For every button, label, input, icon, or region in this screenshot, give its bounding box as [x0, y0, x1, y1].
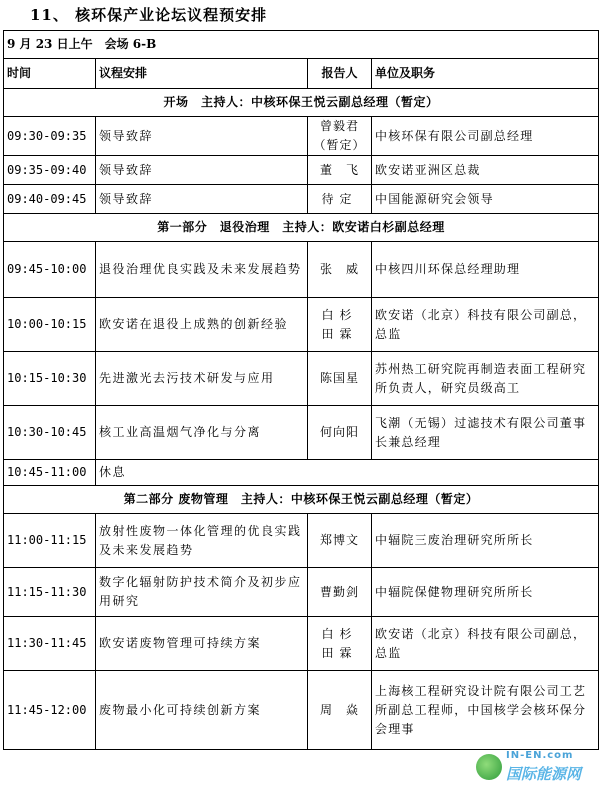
- row-time: 09:40-09:45: [4, 185, 96, 214]
- row-topic: 领导致辞: [96, 117, 308, 156]
- row-speaker: [308, 671, 372, 750]
- row-topic: 先进激光去污技术研发与应用: [96, 352, 308, 406]
- agenda-row: [4, 460, 599, 486]
- row-topic: 休息: [96, 460, 599, 486]
- header-topic: 议程安排: [96, 59, 308, 89]
- row-organization: 上海核工程研究设计院有限公司工艺所副总工程师，中国核学会核环保分会理事: [372, 671, 599, 750]
- row-time: 10:15-10:30: [4, 352, 96, 406]
- row-speaker: [308, 242, 372, 298]
- agenda-row: [4, 298, 599, 352]
- speaker-line: 陈国星: [319, 371, 359, 385]
- speaker-line: 白杉: [321, 307, 358, 322]
- row-organization: 欧安诺亚洲区总裁: [372, 156, 599, 185]
- row-topic: 数字化辐射防护技术简介及初步应用研究: [96, 568, 308, 617]
- row-time: 09:35-09:40: [4, 156, 96, 185]
- agenda-row: [4, 568, 599, 617]
- row-time: 09:45-10:00: [4, 242, 96, 298]
- speaker-line: 曹勤剑: [319, 584, 359, 599]
- row-topic: 核工业高温烟气净化与分离: [96, 406, 308, 460]
- agenda-row: [4, 242, 599, 298]
- row-organization: 中国能源研究会领导: [372, 185, 599, 214]
- row-organization: 中辐院三废治理研究所所长: [372, 514, 599, 568]
- header-row: [4, 59, 599, 89]
- row-topic: 领导致辞: [96, 156, 308, 185]
- agenda-table: [3, 30, 599, 750]
- section-header-row: [4, 486, 599, 514]
- row-speaker: [308, 617, 372, 671]
- section-title: 第二部分 废物管理 主持人：中核环保王悦云副总经理（暂定）: [4, 486, 599, 514]
- row-time: 10:45-11:00: [4, 460, 96, 486]
- page-title: 11、 核环保产业论坛议程预安排: [30, 6, 268, 24]
- watermark-logo: [476, 750, 594, 784]
- row-organization: 欧安诺（北京）科技有限公司副总，总监: [372, 617, 599, 671]
- section-header-row: [4, 214, 599, 242]
- section-title: 开场 主持人：中核环保王悦云副总经理（暂定）: [4, 89, 599, 117]
- header-time: 时间: [4, 59, 96, 89]
- row-speaker: [308, 185, 372, 214]
- speaker-line: （暂定）: [313, 138, 366, 152]
- header-speaker: 报告人: [308, 59, 372, 89]
- speaker-line: 董 飞: [319, 162, 359, 177]
- row-speaker: [308, 406, 372, 460]
- row-speaker: [308, 117, 372, 156]
- speaker-line: 何向阳: [319, 425, 359, 439]
- header-org: 单位及职务: [372, 59, 599, 89]
- row-time: 11:15-11:30: [4, 568, 96, 617]
- row-time: 11:30-11:45: [4, 617, 96, 671]
- row-time: 10:30-10:45: [4, 406, 96, 460]
- row-organization: 中核四川环保总经理助理: [372, 242, 599, 298]
- date-row: [4, 31, 599, 59]
- row-speaker: [308, 352, 372, 406]
- agenda-row: [4, 352, 599, 406]
- row-topic: 放射性废物一体化管理的优良实践及未来发展趋势: [96, 514, 308, 568]
- row-topic: 领导致辞: [96, 185, 308, 214]
- speaker-line: 张 威: [319, 262, 359, 276]
- row-time: 11:45-12:00: [4, 671, 96, 750]
- agenda-row: [4, 117, 599, 156]
- agenda-row: [4, 671, 599, 750]
- agenda-row: [4, 617, 599, 671]
- speaker-line: 郑博文: [319, 533, 359, 547]
- globe-icon: [476, 754, 502, 780]
- row-organization: 欧安诺（北京）科技有限公司副总，总监: [372, 298, 599, 352]
- row-time: 09:30-09:35: [4, 117, 96, 156]
- speaker-line: 待定: [321, 191, 358, 206]
- row-organization: 中核环保有限公司副总经理: [372, 117, 599, 156]
- agenda-row: [4, 185, 599, 214]
- speaker-line: 田霖: [321, 645, 358, 660]
- section-title: 第一部分 退役治理 主持人：欧安诺白杉副总经理: [4, 214, 599, 242]
- watermark-domain: IN-EN.com: [506, 750, 574, 761]
- agenda-row: [4, 406, 599, 460]
- row-speaker: [308, 514, 372, 568]
- row-time: 11:00-11:15: [4, 514, 96, 568]
- speaker-line: 田霖: [321, 326, 358, 341]
- row-speaker: [308, 156, 372, 185]
- row-speaker: [308, 298, 372, 352]
- row-speaker: [308, 568, 372, 617]
- row-topic: 欧安诺废物管理可持续方案: [96, 617, 308, 671]
- watermark-name: 国际能源网: [506, 765, 582, 783]
- row-time: 10:00-10:15: [4, 298, 96, 352]
- agenda-row: [4, 514, 599, 568]
- speaker-line: 周 焱: [319, 702, 359, 717]
- date-venue: 9 月 23 日上午 会场 6-B: [4, 31, 599, 59]
- row-organization: 中辐院保健物理研究所所长: [372, 568, 599, 617]
- speaker-line: 曾毅君: [319, 119, 359, 133]
- row-topic: 废物最小化可持续创新方案: [96, 671, 308, 750]
- section-header-row: [4, 89, 599, 117]
- agenda-row: [4, 156, 599, 185]
- row-organization: 苏州热工研究院再制造表面工程研究所负责人，研究员级高工: [372, 352, 599, 406]
- row-topic: 欧安诺在退役上成熟的创新经验: [96, 298, 308, 352]
- row-topic: 退役治理优良实践及未来发展趋势: [96, 242, 308, 298]
- row-organization: 飞潮（无锡）过滤技术有限公司董事长兼总经理: [372, 406, 599, 460]
- speaker-line: 白杉: [321, 626, 358, 641]
